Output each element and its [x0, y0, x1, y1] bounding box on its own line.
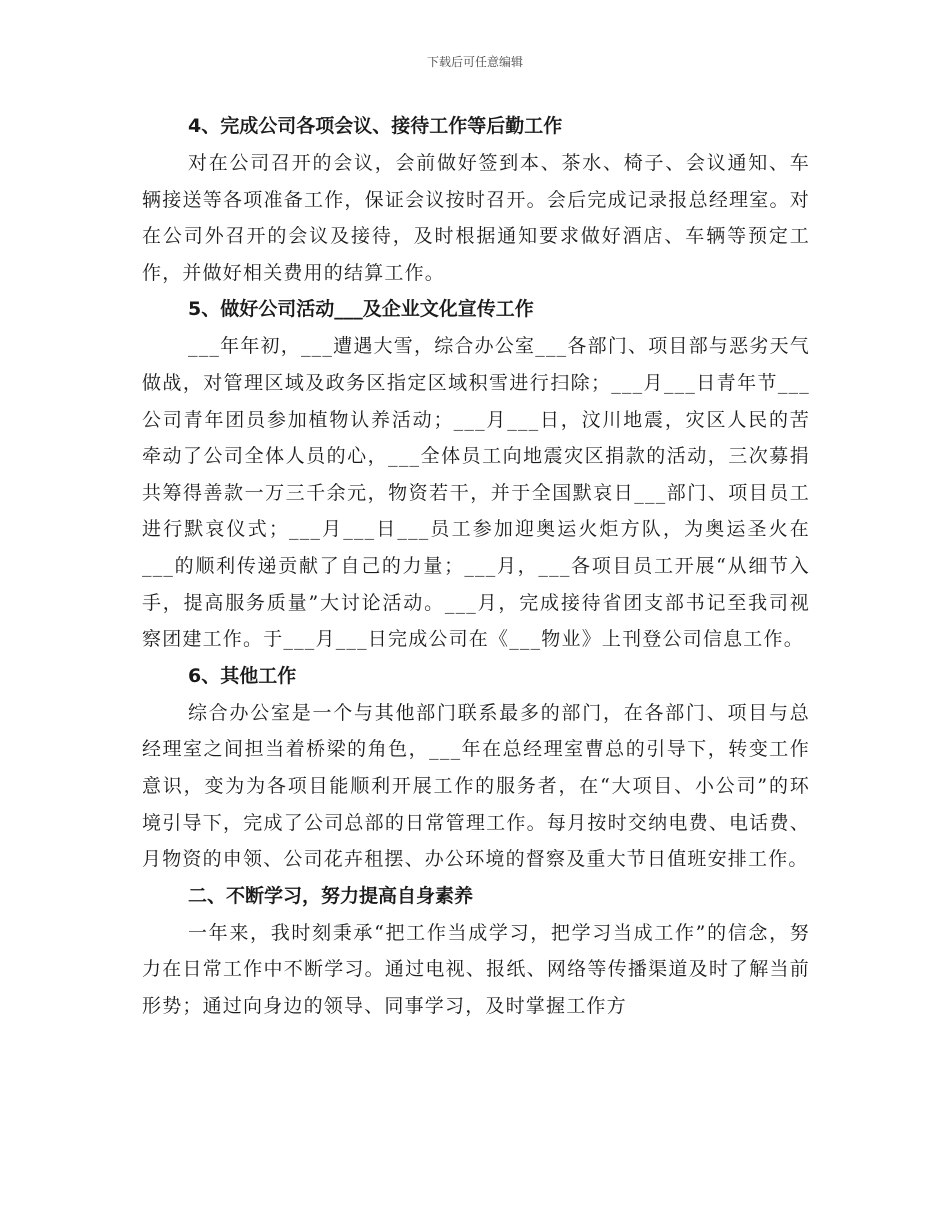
section-paragraph: 一年来，我时刻秉承“把工作当成学习，把学习当成工作”的信念，努力在日常工作中不断学习。通过电视、报纸、网络等传播渠道及时了解当前形势；通过向身边的领导、同事学习，及时掌握工作方 [142, 921, 810, 1017]
section-other-work [142, 658, 810, 878]
section-paragraph: ___年年初，___遭遇大雪，综合办公室___各部门、项目部与恶劣天气做战，对管理区域及政务区指定区域积雪进行扫除；___月___日青年节___公司青年团员参加植物认养活动；___月___日，汶川地震，灾区人民的苦牵动了公司全体人员的心，___全体员工向地震灾区捐款的活动，三次募捐共筹得善款一万三千余元，物资若干，并于全国默哀日___部门、项目员工进行默哀仪式；___月___日___员工参加迎奥运火炬方队，为奥运圣火在___的顺利传递贡献了自己的力量；___月，___各项目员工开展“从细节入手，提高服务质量”大讨论活动。___月，完成接待省团支部书记至我司视察团建工作。于___月___日完成公司在《___物业》上刊登公司信息工作。 [142, 335, 810, 651]
section-paragraph: 综合办公室是一个与其他部门联系最多的部门，在各部门、项目与总经理室之间担当着桥梁的角色，___年在总经理室曹总的引导下，转变工作意识，变为为各项目能顺利开展工作的服务者，在“大项目、小公司”的环境引导下，完成了公司总部的日常管理工作。每月按时交纳电费、电话费、月物资的申领、公司花卉租摆、办公环境的督察及重大节日值班安排工作。 [142, 701, 810, 871]
section-paragraph: 对在公司召开的会议，会前做好签到本、茶水、椅子、会议通知、车辆接送等各项准备工作，保证会议按时召开。会后完成记录报总经理室。对在公司外召开的会议及接待，及时根据通知要求做好酒店、车辆等预定工作，并做好相关费用的结算工作。 [142, 152, 810, 284]
document-body [142, 108, 810, 1024]
section-heading: 二、不断学习，努力提高自身素养 [188, 884, 474, 907]
section-heading: 5、做好公司活动___及企业文化宣传工作 [188, 298, 534, 321]
section-heading: 4、完成公司各项会议、接待工作等后勤工作 [188, 115, 563, 137]
page-header: 下载后可任意编辑 [426, 55, 523, 69]
section-learning [142, 878, 810, 1025]
section-heading: 6、其他工作 [188, 664, 297, 687]
section-activities [142, 291, 810, 657]
section-meetings [142, 108, 810, 291]
